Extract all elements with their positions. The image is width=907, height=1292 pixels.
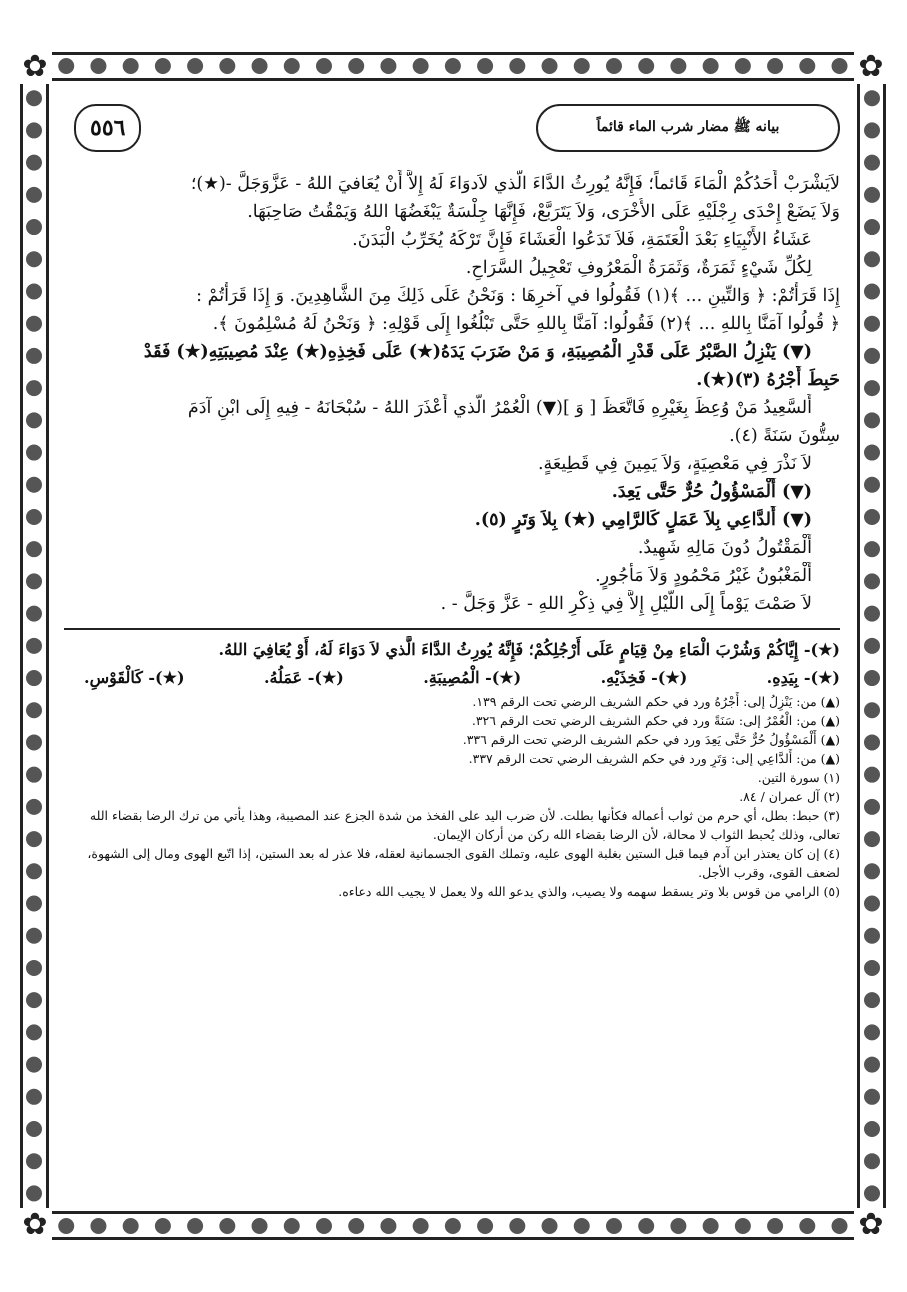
text-line: لاَيَشْرَبْ أَحَدُكُمْ الْمَاءَ قَائماً؛ فَإِنَّهُ يُورِثُ الدَّاءَ الَّذي لاَدوَاءَ لَهُ إِلاَّ أَنْ يُعَافيَ اللهُ - عَزَّوَجَلَّ -(★)؛ [190, 174, 840, 194]
footnote: (٢) آل عمران / ٨٤. [739, 789, 840, 804]
footnote: (▲) من: أَلدَّاعِي إلى: وَتَرٍ ورد في حكم الشريف الرضي تحت الرقم ٣٣٧. [468, 751, 840, 766]
footnote-separator [64, 628, 840, 630]
footnote: (▲) من: الْعُمْرُ إلى: سَنَةً ورد في حكم الشريف الرضي تحت الرقم ٣٢٦. [471, 713, 840, 728]
footnote: (٣) حبط: بطل، أي حرم من ثواب أعماله فكأنها بطلت. لأن ضرب اليد على الفخذ من شدة الجزع عند المصيبة، وهذا يأتي من ترك الرضا بقضاء الله تعالى، وذلك يُحبط الثواب لا محالة، لأن الرضا بقضاء الله ركن من أركان الإيمان. [89, 808, 840, 842]
text-line: ﴿ قُولُوا آمَنَّا بِاللهِ ... ﴾(٢) فَقُولُوا: آمَنَّا بِاللهِ حَتَّى تَبْلُغُوا إِلَى قَوْلِهِ: ﴿ وَنَحْنُ لَهُ مُسْلِمُونَ ﴾. [212, 314, 840, 334]
floral-ornament-icon: ✿ [854, 1208, 888, 1242]
text-line: وَلاَ يَضَعْ إِحْدَى رِجْلَيْهِ عَلَى الأُخْرَى، وَلاَ يَتَرَبَّعْ، فَإِنَّهَا جِلْسَةٌ يَبْغَضُهَا اللهُ وَيَمْقُتُ صَاحِبَهَا. [247, 202, 840, 222]
text-line: (▼) أَلدَّاعِي بِلاَ عَمَلٍ كَالرَّامِي (★) بِلاَ وَتَرٍ (٥). [474, 510, 812, 530]
footnote: (٤) إن كان يعتذر ابن آدم فيما قبل الستين بغلبة الهوى عليه، وتملك القوى الجسمانية لعقله، فلا عذر له بعد الستين، إذا اتّبع الهوى ومال إلى الشهوة، لضعف القوى، وقرب الأجل. [87, 846, 840, 880]
text-line: لِكُلِّ شَيْءٍ ثَمَرَةٌ، وَثَمَرَةُ الْمَعْرُوفِ تَعْجِيلُ السَّرَاحِ. [465, 258, 812, 278]
footnote: (▲) من: يَنْزِلُ إلى: أَجْرُهُ ورد في حكم الشريف الرضي تحت الرقم ١٣٩. [472, 694, 840, 709]
page-header [64, 98, 840, 170]
footnotes [64, 692, 840, 901]
star-variant: (★)- كَالْقَوْسِ. [84, 668, 185, 687]
footnote: (١) سورة التين. [757, 770, 840, 785]
text-line: سِتُّونَ سَنَةً (٤). [729, 426, 840, 446]
text-line: حَبِطَ أَجْرُهُ (٣)(★). [696, 370, 840, 390]
star-variant: (★)- الْمُصِيبَةِ. [423, 668, 522, 687]
text-line: لاَ صَمْتَ يَوْماً إِلَى اللَّيْلِ إِلاَّ فِي ذِكْرِ اللهِ - عَزَّ وَجَلَّ - . [440, 594, 812, 614]
footnote: (▲) أَلْمَسْؤُولُ حُرٌّ حَتَّى يَعِدَ ورد في حكم الشريف الرضي تحت الرقم ٣٣٦. [462, 732, 840, 747]
page-number: ٥٥٦ [74, 104, 141, 152]
text-line: (▼) أَلْمَسْؤُولُ حُرٌّ حَتَّى يَعِدَ. [611, 482, 812, 502]
star-variant: (★)- فَخِذَيْهِ. [600, 668, 688, 687]
text-line: أَلسَّعِيدُ مَنْ وُعِظَ بِغَيْرِهِ فَاتَّعَظَ [ وَ ](▼) الْعُمْرُ الَّذي أَعْذَرَ اللهُ - سُبْحَانَهُ - فِيهِ إِلَى ابْنِ آدَمَ [187, 398, 812, 418]
main-text [64, 170, 840, 618]
floral-ornament-icon: ✿ [18, 50, 52, 84]
floral-ornament-icon: ✿ [854, 50, 888, 84]
page-title: بيانه ﷺ مضار شرب الماء قائماً [536, 104, 840, 152]
page-content [64, 98, 840, 1196]
star-variant: (★)- بِيَدِهِ. [766, 668, 840, 687]
text-line: إِذَا قَرَأْتُمْ: ﴿ وَالتِّينِ ... ﴾(١) فَقُولُوا في آخرِهَا : وَنَحْنُ عَلَى ذَلِكَ مِنَ الشَّاهِدِينَ. وَ إِذَا قَرَأْتُمْ : [196, 286, 840, 306]
star-variants-row [64, 664, 840, 692]
text-line: أَلْمَغْبُونُ غَيْرُ مَحْمُودٍ وَلاَ مَأْجُورٍ. [595, 566, 812, 586]
star-note: (★)- إِيَّاكُمْ وَشُرْبَ الْمَاءِ مِنْ قِيَامٍ عَلَى أَرْجُلِكُمْ؛ فَإِنَّهُ يُورِثُ الدَّاءَ الَّذي لاَ دَوَاءَ لَهُ، أَوْ يُعَافِيَ اللهُ. [218, 640, 840, 659]
text-line: عَشَاءُ الأَنْبِيَاءِ بَعْدَ الْعَتَمَةِ، فَلاَ تَدَعُوا الْعَشَاءَ فَإِنَّ تَرْكَهُ يُخَرِّبُ الْبَدَنَ. [352, 230, 812, 250]
footnote: (٥) الرامي من قوس بلا وتر يسقط سهمه ولا يصيب، والذي يدعو الله ولا يعمل لا يجيب الله دعاءه. [338, 884, 840, 899]
text-line: لاَ نَذْرَ فِي مَعْصِيَةٍ، وَلاَ يَمِينَ فِي قَطِيعَةٍ. [537, 454, 812, 474]
text-line: أَلْمَقْتُولُ دُونَ مَالِهِ شَهِيدٌ. [637, 538, 812, 558]
text-line: (▼) يَنْزِلُ الصَّبْرُ عَلَى قَدْرِ الْمُصِيبَةِ، وَ مَنْ ضَرَبَ يَدَهُ(★) عَلَى فَخِذِهِ(★) عِنْدَ مُصِيبَتِهِ(★) فَقَدْ [143, 342, 812, 362]
page-frame [20, 49, 886, 1242]
floral-ornament-icon: ✿ [18, 1208, 52, 1242]
star-variant: (★)- عَمَلُهُ. [263, 668, 344, 687]
